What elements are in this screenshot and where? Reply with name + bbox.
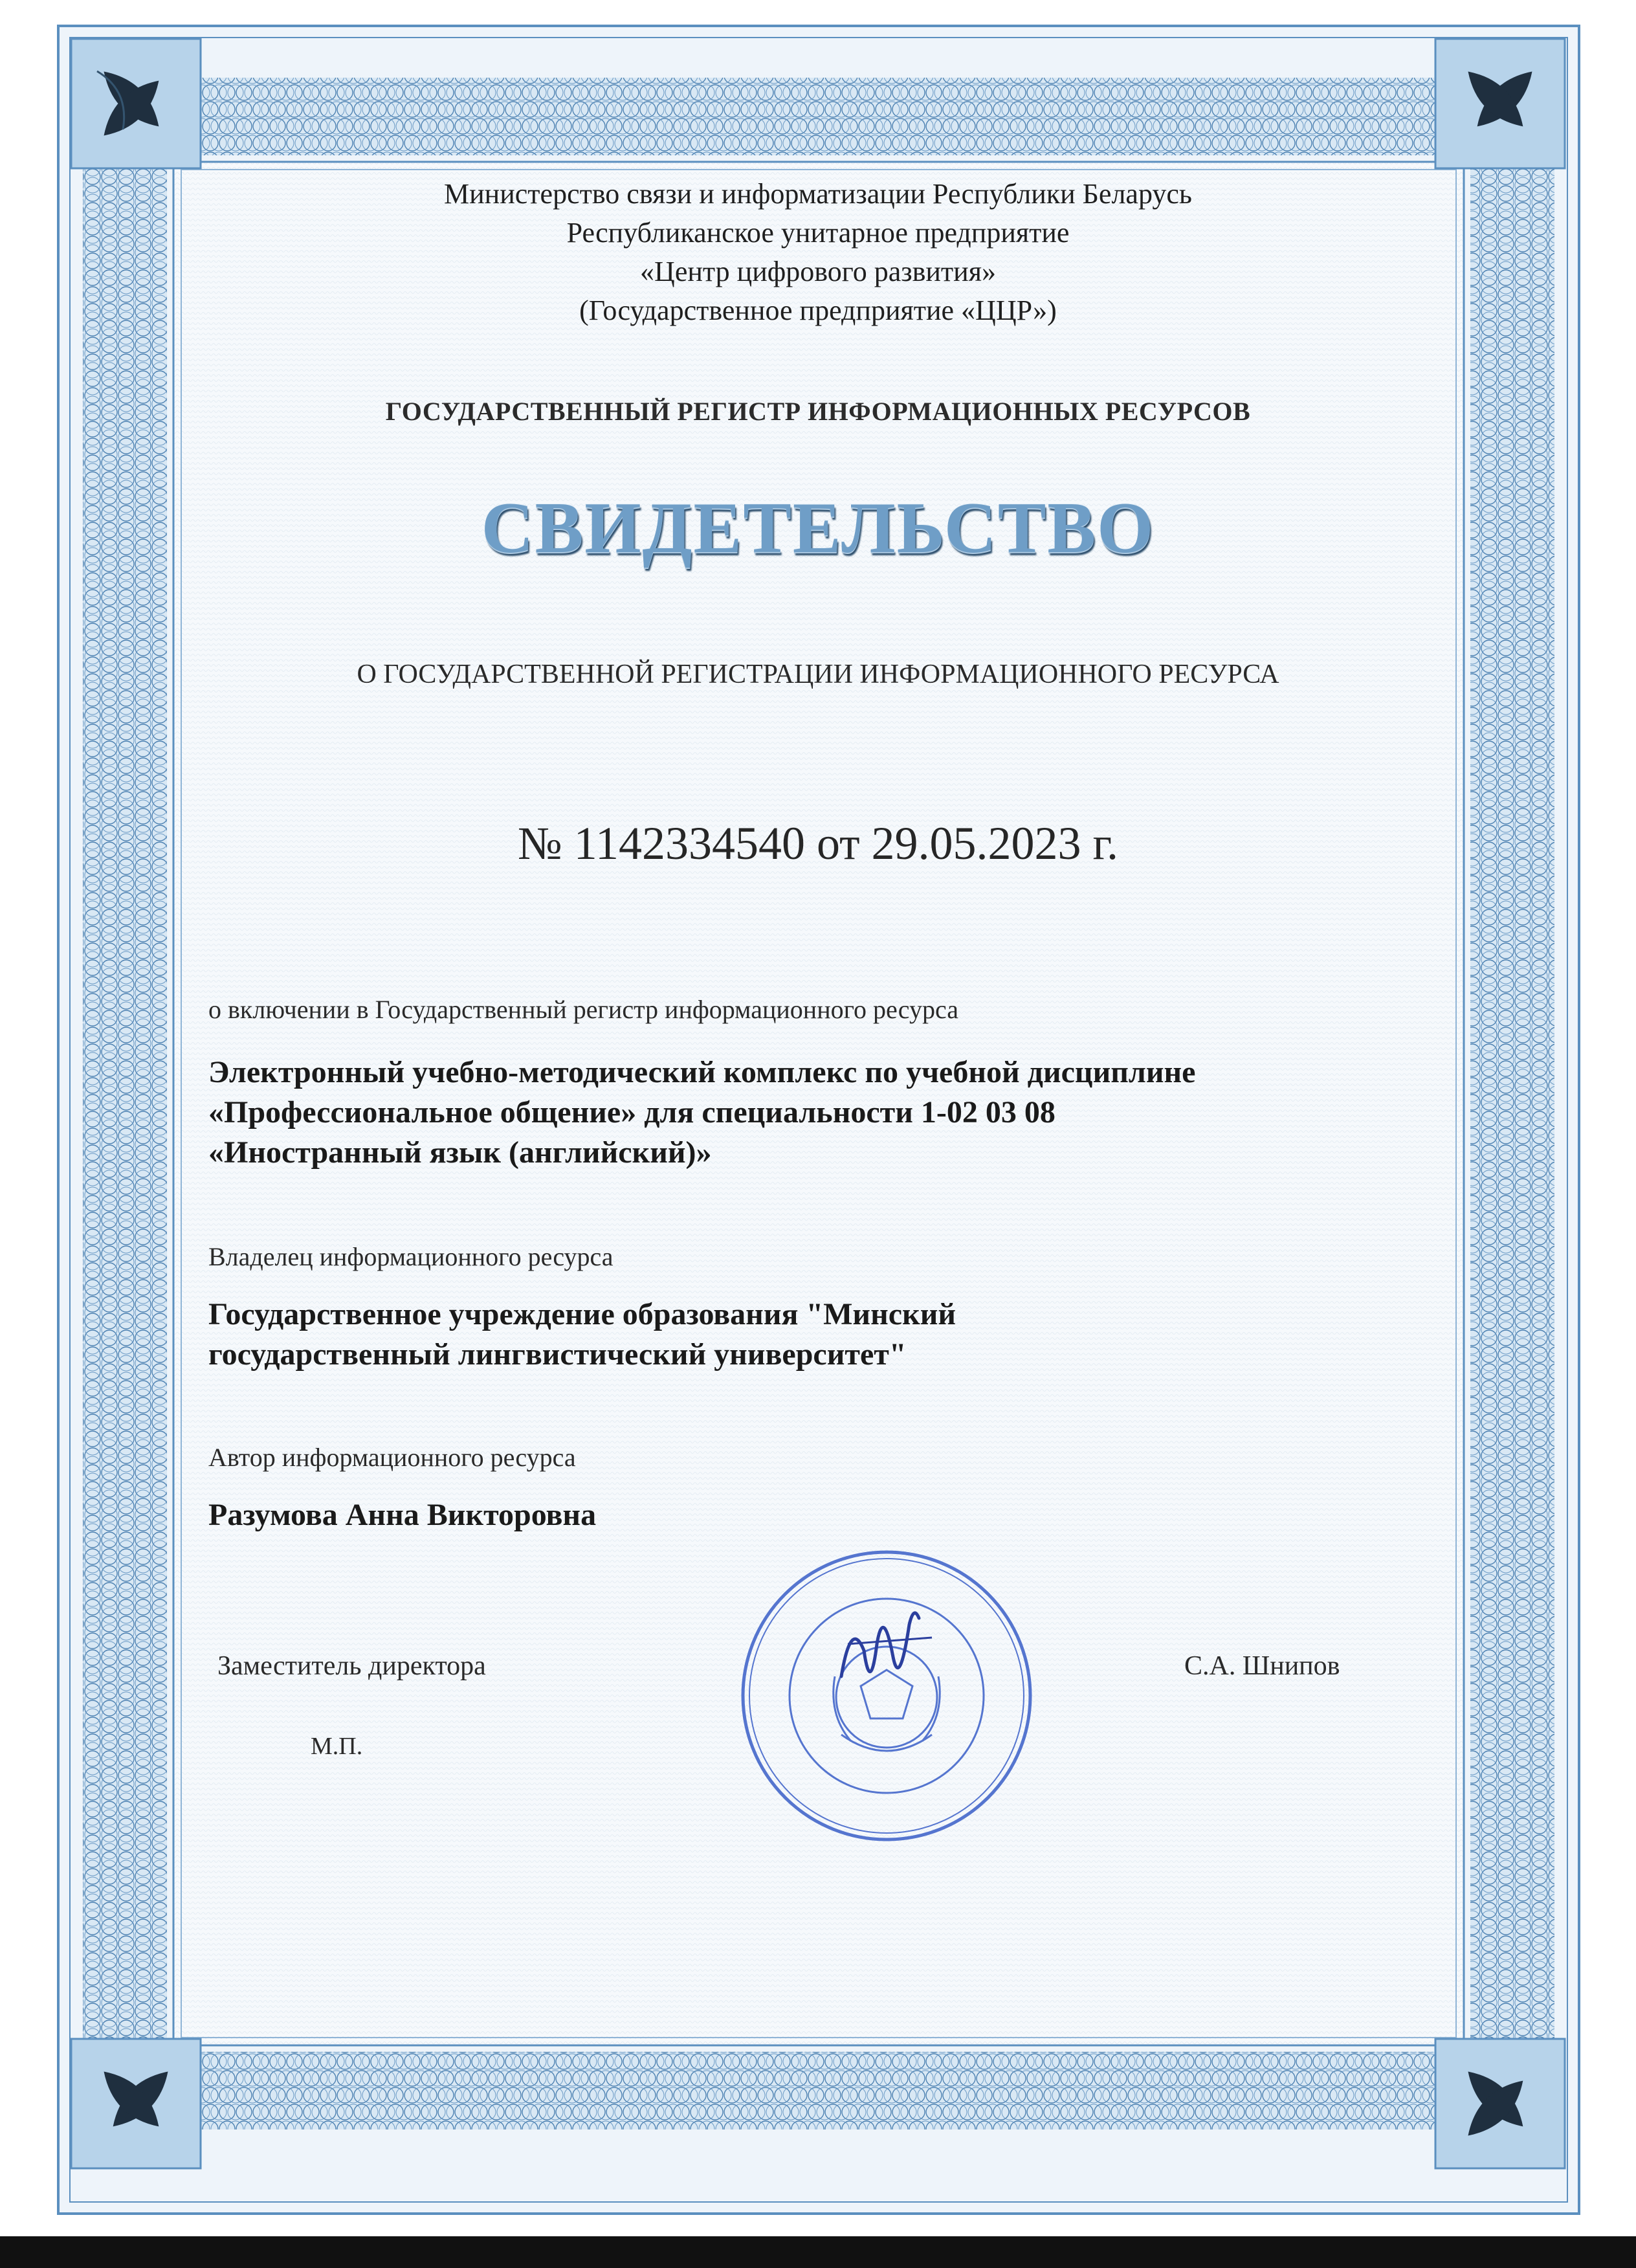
author-label: Автор информационного ресурса <box>208 1443 576 1472</box>
corner-ornament-bottom-left <box>71 2039 201 2168</box>
header-line-abbreviation: (Государственное предприятие «ЦЦР») <box>579 295 1057 326</box>
owner-label: Владелец информационного ресурса <box>208 1242 614 1271</box>
resource-name-line-1: Электронный учебно-методический комплекс по учебной дисциплине <box>208 1055 1196 1089</box>
corner-ornament-top-left <box>71 39 201 168</box>
header-line-center: «Центр цифрового развития» <box>640 256 996 287</box>
scan-bottom-edge <box>0 2236 1636 2268</box>
resource-name-line-3: «Иностранный язык (английский)» <box>208 1135 712 1170</box>
resource-name-line-2: «Профессиональное общение» для специальности 1-02 03 08 <box>208 1095 1056 1129</box>
author-name: Разумова Анна Викторовна <box>208 1498 597 1532</box>
owner-line-2: государственный лингвистический университет" <box>208 1337 907 1372</box>
owner-line-1: Государственное учреждение образования "Минский <box>208 1297 956 1331</box>
seal-place-mark: М.П. <box>311 1733 363 1760</box>
official-stamp-seal <box>738 1547 1035 1845</box>
inclusion-label: о включении в Государственный регистр информационного ресурса <box>208 995 958 1024</box>
signatory-name: С.А. Шнипов <box>1184 1651 1340 1681</box>
header-line-ministry: Министерство связи и информатизации Республики Беларусь <box>444 178 1192 210</box>
registration-number: № 1142334540 от 29.05.2023 г. <box>518 817 1118 869</box>
document-title: СВИДЕТЕЛЬСТВО <box>481 488 1155 568</box>
signatory-title: Заместитель директора <box>217 1651 486 1681</box>
header-line-enterprise: Республиканское унитарное предприятие <box>566 217 1070 249</box>
registry-title: ГОСУДАРСТВЕННЫЙ РЕГИСТР ИНФОРМАЦИОННЫХ РЕСУРСОВ <box>385 397 1251 426</box>
corner-ornament-top-right <box>1435 39 1565 168</box>
corner-ornament-bottom-right <box>1435 2039 1565 2168</box>
document-subtitle: О ГОСУДАРСТВЕННОЙ РЕГИСТРАЦИИ ИНФОРМАЦИОННОГО РЕСУРСА <box>357 660 1279 689</box>
